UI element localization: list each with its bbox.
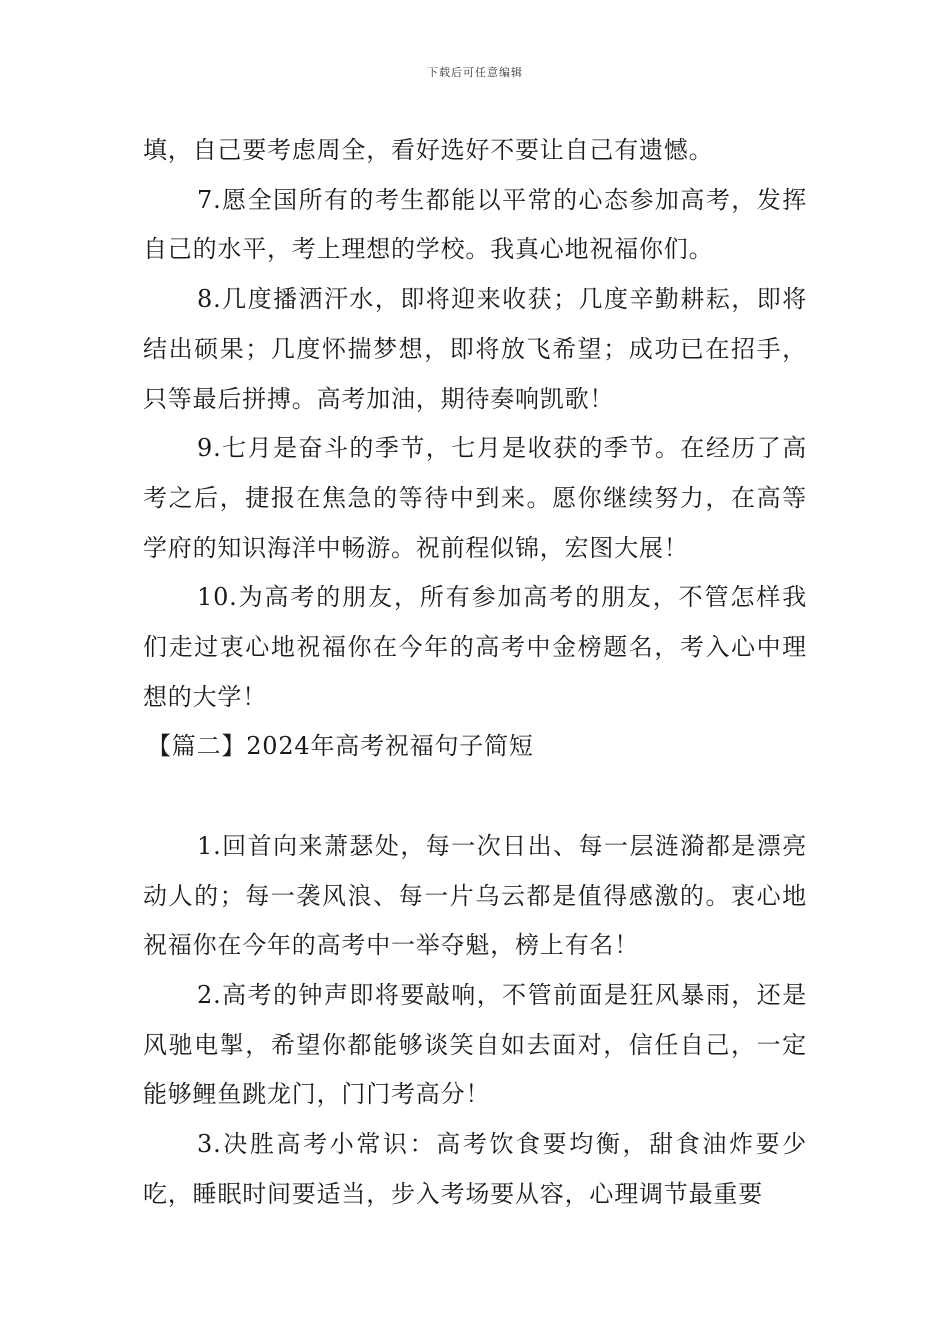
page-header: 下载后可任意编辑 [427, 66, 523, 79]
paragraph-item-8: 8.几度播洒汗水，即将迎来收获；几度辛勤耕耘，即将结出硕果；几度怀揣梦想，即将放飞希望；成功已在招手，只等最后拼搏。高考加油，期待奏响凯歌！ [143, 285, 807, 413]
paragraph-item-1: 1.回首向来萧瑟处，每一次日出、每一层涟漪都是漂亮动人的；每一袭风浪、每一片乌云都是值得感激的。衷心地祝福你在今年的高考中一举夺魁，榜上有名！ [143, 831, 807, 960]
paragraph-item-9: 9.七月是奋斗的季节，七月是收获的季节。在经历了高考之后，捷报在焦急的等待中到来。愿你继续努力，在高等学府的知识海洋中畅游。祝前程似锦，宏图大展！ [143, 434, 807, 562]
document-body [143, 126, 807, 1219]
paragraph-item-7: 7.愿全国所有的考生都能以平常的心态参加高考，发挥自己的水平，考上理想的学校。我真心地祝福你们。 [143, 185, 807, 264]
paragraph-item-10: 10.为高考的朋友，所有参加高考的朋友，不管怎样我们走过衷心地祝福你在今年的高考中金榜题名，考入心中理想的大学！ [143, 583, 807, 711]
section-heading: 【篇二】2024年高考祝福句子简短 [147, 732, 534, 761]
blank-line [143, 772, 807, 822]
paragraph-item-3: 3.决胜高考小常识：高考饮食要均衡，甜食油炸要少吃，睡眠时间要适当，步入考场要从容，心理调节最重要 [143, 1130, 807, 1208]
paragraph: 填，自己要考虑周全，看好选好不要让自己有遗憾。 [143, 136, 714, 164]
paragraph-item-2: 2.高考的钟声即将要敲响，不管前面是狂风暴雨，还是风驰电掣，希望你都能够谈笑自如去面对，信任自己，一定能够鲤鱼跳龙门，门门考高分！ [143, 980, 807, 1109]
